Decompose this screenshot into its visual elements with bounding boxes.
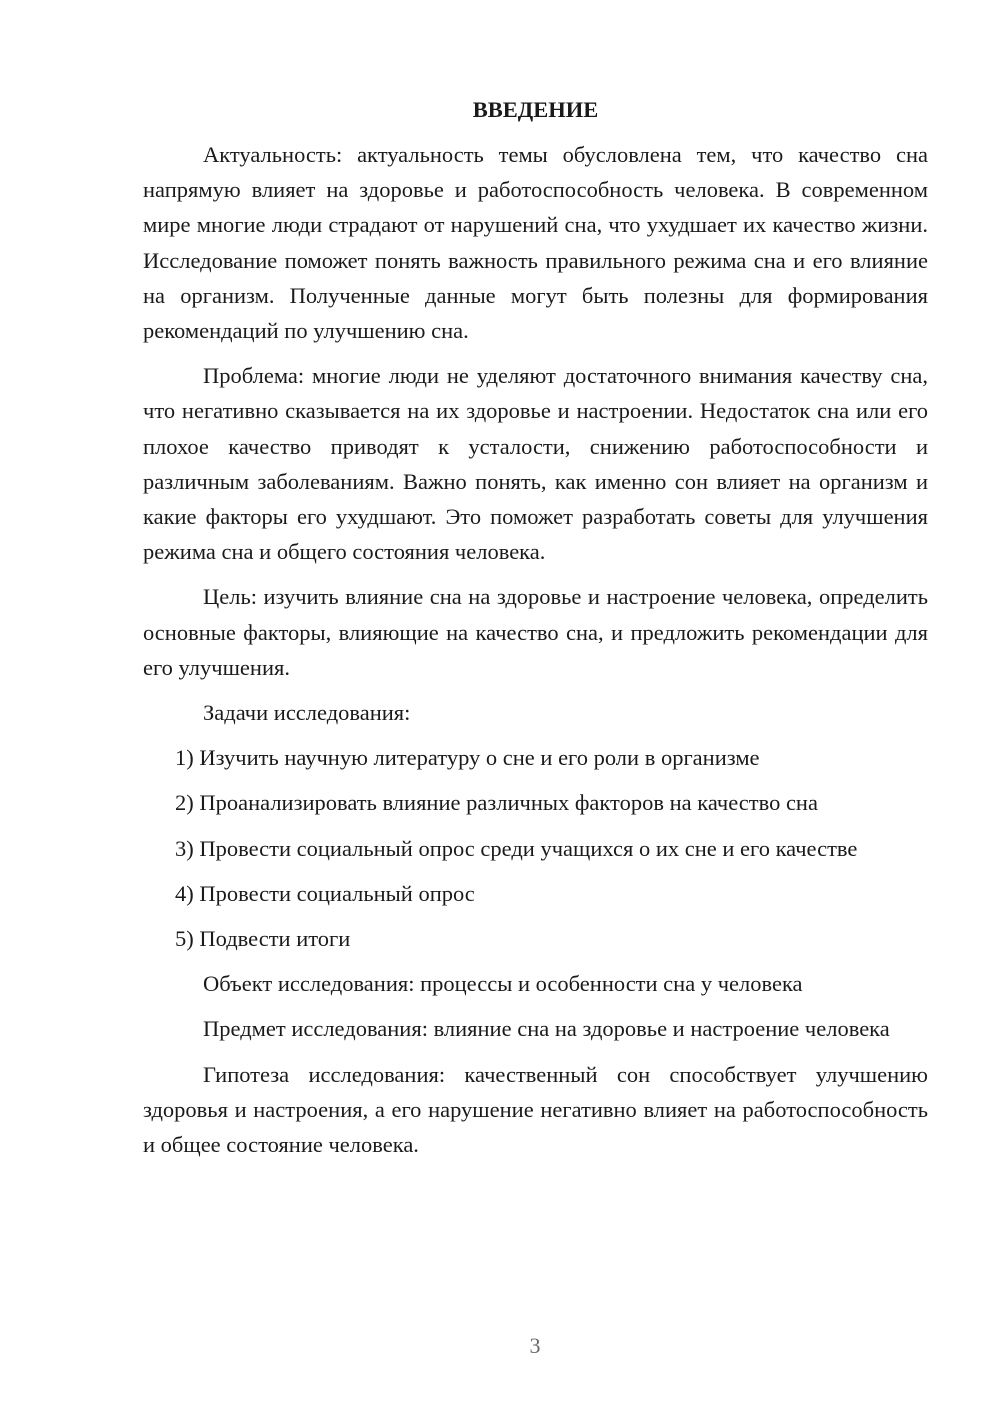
page-content [143, 92, 928, 1172]
hypothesis-paragraph: Гипотеза исследования: качественный сон способствует улучшению здоровья и настроения, а его нарушение негативно влияет на работоспособность и общее состояние человека. [143, 1061, 928, 1158]
tasks-heading: Задачи исследования: [203, 700, 411, 726]
subject-paragraph: Предмет исследования: влияние сна на здоровье и настроение человека [203, 1016, 890, 1042]
object-paragraph: Объект исследования: процессы и особенности сна у человека [203, 971, 803, 997]
relevance-paragraph: Актуальность: актуальность темы обусловлена тем, что качество сна напрямую влияет на здоровье и работоспособность человека. В современном мире многие люди страдают от нарушений сна, что ухудшает их качество жизни. Исследование поможет понять важность правильного режима сна и его влияние на организм. Полученные данные могут быть полезны для формирования рекомендаций по улучшению сна. [143, 142, 928, 344]
task-item-3: 3) Провести социальный опрос среди учащихся о их сне и его качестве [175, 835, 858, 861]
problem-paragraph: Проблема: многие люди не уделяют достаточного внимания качеству сна, что негативно сказывается на их здоровье и настроении. Недостаток сна или его плохое качество приводят к усталости, снижению работоспособности и различным заболеваниям. Важно понять, как именно сон влияет на организм и какие факторы его ухудшают. Это поможет разработать советы для улучшения режима сна и общего состояния человека. [143, 363, 928, 565]
page-title: ВВЕДЕНИЕ [472, 97, 599, 122]
page-number: 3 [529, 1333, 541, 1358]
task-item-1: 1) Изучить научную литературу о сне и его роли в организме [175, 745, 760, 771]
task-item-4: 4) Провести социальный опрос [175, 880, 475, 906]
task-item-5: 5) Подвести итоги [175, 926, 351, 952]
tasks-list [143, 740, 928, 956]
task-item-2: 2) Проанализировать влияние различных факторов на качество сна [175, 790, 818, 816]
goal-paragraph: Цель: изучить влияние сна на здоровье и настроение человека, определить основные факторы, влияющие на качество сна, и предложить рекомендации для его улучшения. [143, 584, 928, 680]
